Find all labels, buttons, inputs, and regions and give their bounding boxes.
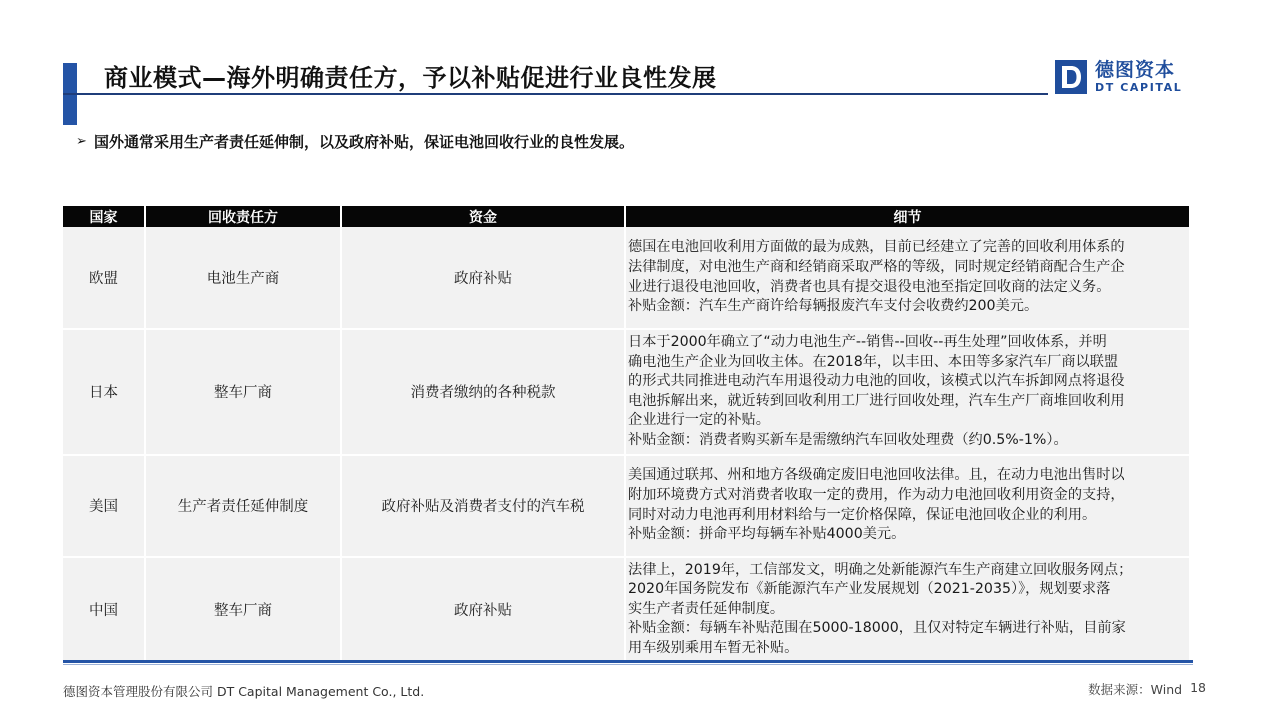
detail-line: 同时对动力电池再利用材料给与一定价格保障，保证电池回收企业的利用。 xyxy=(628,506,1097,523)
page-number: 18 xyxy=(1190,680,1206,695)
detail-line: 企业进行一定的补贴。 xyxy=(628,412,770,429)
summary-bullet xyxy=(76,131,634,152)
column-header-detail: 细节 xyxy=(625,206,1189,227)
country-cell: 中国 xyxy=(63,557,145,663)
detail-line: 的形式共同推进电动汽车用退役动力电池的回收，该模式以汽车拆卸网点将退役 xyxy=(628,373,1125,390)
detail-cell xyxy=(625,329,1189,455)
country-cell: 欧盟 xyxy=(63,227,145,329)
funding-cell: 政府补贴 xyxy=(341,227,625,329)
detail-line: 法律制度，对电池生产商和经销商采取严格的等级，同时规定经销商配合生产企 xyxy=(628,258,1125,275)
column-header-country: 国家 xyxy=(63,206,145,227)
footer-divider-thin xyxy=(63,664,1193,665)
table-row xyxy=(63,455,1189,557)
detail-line: 2020年国务院发布《新能源汽车产业发展规划（2021-2035）》，规划要求落 xyxy=(628,581,1111,598)
detail-line: 附加环境费方式对消费者收取一定的费用，作为动力电池回收利用资金的支持， xyxy=(628,486,1125,503)
logo-english-name: DT CAPITAL xyxy=(1095,81,1183,94)
detail-line: 补贴金额：每辆车补贴范围在5000-18000，且仅对特定车辆进行补贴，目前家 xyxy=(628,620,1126,637)
summary-text: 国外通常采用生产者责任延伸制，以及政府补贴，保证电池回收行业的良性发展。 xyxy=(94,133,635,151)
table-row xyxy=(63,227,1189,329)
detail-cell xyxy=(625,557,1189,663)
page-title: 商业模式—海外明确责任方，予以补贴促进行业良性发展 xyxy=(104,64,717,92)
country-cell: 美国 xyxy=(63,455,145,557)
title-underline xyxy=(63,93,1048,95)
column-header-responsible-party: 回收责任方 xyxy=(145,206,341,227)
recycling-model-table xyxy=(63,206,1189,664)
detail-line: 法律上，2019年，工信部发文，明确之处新能源汽车生产商建立回收服务网点； xyxy=(628,561,1133,578)
detail-line: 补贴金额：汽车生产商许给每辆报废汽车支付会收费约200美元。 xyxy=(628,298,1039,315)
detail-line: 实生产者责任延伸制度。 xyxy=(628,600,785,617)
detail-line: 业进行退役电池回收，消费者也具有提交退役电池至指定回收商的法定义务。 xyxy=(628,278,1111,295)
table-row xyxy=(63,329,1189,455)
dt-logo-icon xyxy=(1055,60,1087,94)
funding-cell: 消费者缴纳的各种税款 xyxy=(341,329,625,455)
detail-line: 日本于2000年确立了“动力电池生产--销售--回收--再生处理”回收体系，并明 xyxy=(628,334,1107,350)
funding-cell: 政府补贴及消费者支付的汽车税 xyxy=(341,455,625,557)
responsible-party-cell: 整车厂商 xyxy=(145,557,341,663)
detail-line: 美国通过联邦、州和地方各级确定废旧电池回收法律。且，在动力电池出售时以 xyxy=(628,467,1125,484)
column-header-funding: 资金 xyxy=(341,206,625,227)
company-logo xyxy=(1055,60,1182,94)
table-row xyxy=(63,557,1189,663)
detail-cell xyxy=(625,227,1189,329)
detail-line: 电池拆解出来，就近转到回收利用工厂进行回收处理，汽车生产厂商堆回收利用 xyxy=(628,392,1125,409)
country-cell: 日本 xyxy=(63,329,145,455)
funding-cell: 政府补贴 xyxy=(341,557,625,663)
table-header-row xyxy=(63,206,1189,227)
company-footer: 德图资本管理股份有限公司 DT Capital Management Co., Ltd. xyxy=(63,684,425,699)
detail-line: 补贴金额：消费者购买新车是需缴纳汽车回收处理费（约0.5%-1%）。 xyxy=(628,431,1068,448)
footer-divider xyxy=(63,660,1193,663)
data-source: 数据来源：Wind xyxy=(1088,682,1183,697)
detail-line: 德国在电池回收利用方面做的最为成熟，目前已经建立了完善的回收利用体系的 xyxy=(628,239,1125,256)
responsible-party-cell: 电池生产商 xyxy=(145,227,341,329)
footer-source-block xyxy=(1088,680,1206,698)
responsible-party-cell: 整车厂商 xyxy=(145,329,341,455)
detail-line: 用车级别乘用车暂无补贴。 xyxy=(628,639,799,656)
detail-cell xyxy=(625,455,1189,557)
detail-line: 补贴金额：拼命平均每辆车补贴4000美元。 xyxy=(628,526,906,543)
detail-line: 确电池生产企业为回收主体。在2018年，以丰田、本田等多家汽车厂商以联盟 xyxy=(628,353,1119,370)
responsible-party-cell: 生产者责任延伸制度 xyxy=(145,455,341,557)
logo-chinese-name: 德图资本 xyxy=(1095,59,1176,81)
arrow-bullet-icon: ➢ xyxy=(76,134,87,149)
